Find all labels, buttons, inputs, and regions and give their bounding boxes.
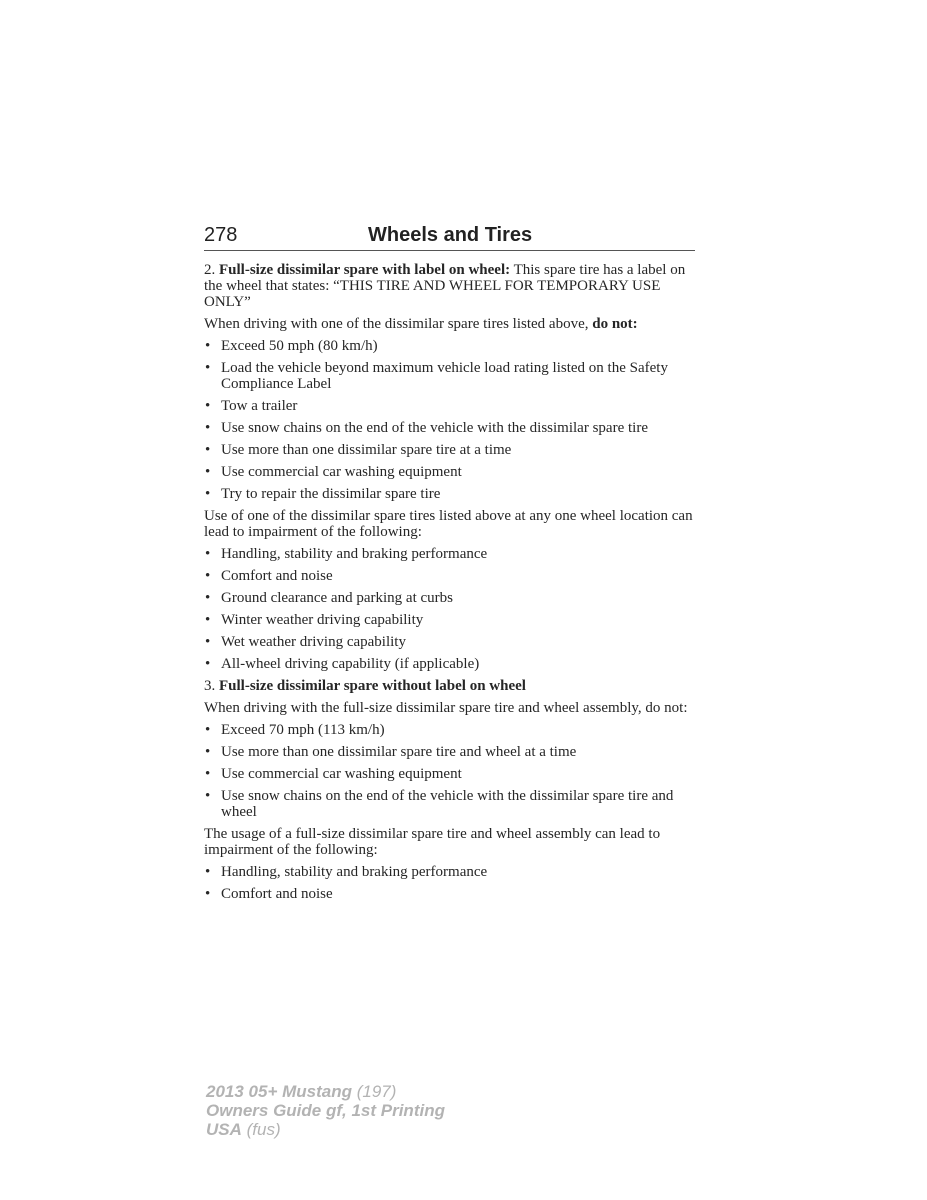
list-item-text: Use more than one dissimilar spare tire at a time <box>221 442 512 458</box>
list-item <box>204 360 694 392</box>
bullet-icon: • <box>205 420 211 436</box>
list-item <box>204 788 694 820</box>
list-item-text: Wet weather driving capability <box>221 634 406 650</box>
bullet-icon: • <box>205 788 211 804</box>
bullet-list-restrictions <box>204 338 694 502</box>
list-item-text: All-wheel driving capability (if applicable) <box>221 656 480 672</box>
bullet-icon: • <box>205 612 211 628</box>
bullet-list-restrictions-2 <box>204 722 694 820</box>
list-item-text: Exceed 50 mph (80 km/h) <box>221 338 378 354</box>
paragraph-full-size-with-label <box>204 262 694 310</box>
bullet-icon: • <box>205 656 211 672</box>
subheading: Full-size dissimilar spare with label on wheel: <box>219 262 511 278</box>
bullet-list-impairments-2 <box>204 864 694 902</box>
list-item-text: Handling, stability and braking performance <box>221 864 488 880</box>
paragraph-do-not-intro <box>204 316 694 332</box>
bullet-icon: • <box>205 338 211 354</box>
bullet-icon: • <box>205 398 211 414</box>
bullet-icon: • <box>205 464 211 480</box>
paragraph-impairment-intro: Use of one of the dissimilar spare tires listed above at any one wheel location can lead to impairment of the following: <box>204 508 693 540</box>
emphasis: do not: <box>592 316 638 332</box>
list-item <box>204 722 694 738</box>
bullet-icon: • <box>205 722 211 738</box>
list-item-text: Ground clearance and parking at curbs <box>221 590 453 606</box>
footer-model: 2013 05+ Mustang <box>206 1082 352 1101</box>
list-item-text: Use snow chains on the end of the vehicle with the dissimilar spare tire and wheel <box>221 788 674 820</box>
bullet-icon: • <box>205 486 211 502</box>
bullet-icon: • <box>205 744 211 760</box>
page-number: 278 <box>204 224 238 246</box>
list-item-text: Load the vehicle beyond maximum vehicle load rating listed on the Safety Compliance Label <box>221 360 668 392</box>
list-item <box>204 486 694 502</box>
subheading: Full-size dissimilar spare without label on wheel <box>219 678 526 694</box>
list-item <box>204 442 694 458</box>
bullet-icon: • <box>205 568 211 584</box>
page-content <box>204 262 694 908</box>
list-item <box>204 568 694 584</box>
list-item <box>204 766 694 782</box>
section-title: Wheels and Tires <box>368 224 533 246</box>
list-item-text: Tow a trailer <box>221 398 298 414</box>
list-item-text: Comfort and noise <box>221 568 333 584</box>
paragraph-full-size-without-label <box>204 678 694 694</box>
item-number: 3. <box>204 678 219 694</box>
list-item-text: Handling, stability and braking performance <box>221 546 488 562</box>
list-item-text: Winter weather driving capability <box>221 612 424 628</box>
footer-line-region <box>206 1120 445 1139</box>
paragraph-do-not-intro-2: When driving with the full-size dissimilar spare tire and wheel assembly, do not: <box>204 700 688 716</box>
bullet-icon: • <box>205 442 211 458</box>
footer-model-code: (197) <box>352 1082 397 1101</box>
bullet-icon: • <box>205 546 211 562</box>
list-item-text: Use snow chains on the end of the vehicle with the dissimilar spare tire <box>221 420 648 436</box>
list-item <box>204 398 694 414</box>
bullet-icon: • <box>205 590 211 606</box>
footer-region-code: (fus) <box>241 1120 281 1139</box>
paragraph-text: When driving with one of the dissimilar spare tires listed above, <box>204 316 593 332</box>
list-item <box>204 546 694 562</box>
list-item-text: Exceed 70 mph (113 km/h) <box>221 722 385 738</box>
list-item-text: Comfort and noise <box>221 886 333 902</box>
list-item <box>204 656 694 672</box>
footer-region: USA <box>206 1120 242 1139</box>
footer-line-guide <box>206 1101 445 1120</box>
list-item-text: Use commercial car washing equipment <box>221 766 462 782</box>
list-item <box>204 612 694 628</box>
paragraph-impairment-intro-2: The usage of a full-size dissimilar spare tire and wheel assembly can lead to impairment of the following: <box>204 826 661 858</box>
bullet-icon: • <box>205 886 211 902</box>
list-item <box>204 590 694 606</box>
item-number: 2. <box>204 262 219 278</box>
page-header <box>204 222 695 251</box>
bullet-icon: • <box>205 360 211 376</box>
bullet-icon: • <box>205 864 211 880</box>
bullet-icon: • <box>205 766 211 782</box>
page-footer <box>206 1082 445 1139</box>
list-item-text: Use commercial car washing equipment <box>221 464 462 480</box>
bullet-list-impairments <box>204 546 694 672</box>
list-item <box>204 634 694 650</box>
list-item-text: Try to repair the dissimilar spare tire <box>221 486 441 502</box>
bullet-icon: • <box>205 634 211 650</box>
list-item <box>204 420 694 436</box>
footer-guide: Owners Guide gf, 1st Printing <box>206 1101 445 1120</box>
list-item <box>204 744 694 760</box>
paragraph-text: This spare tire has a label on the wheel that states: “THIS TIRE AND WHEEL FOR TEMPORARY USE ONLY” <box>204 262 686 310</box>
footer-line-model <box>206 1082 445 1101</box>
list-item <box>204 886 694 902</box>
list-item <box>204 338 694 354</box>
list-item-text: Use more than one dissimilar spare tire and wheel at a time <box>221 744 577 760</box>
list-item <box>204 464 694 480</box>
list-item <box>204 864 694 880</box>
